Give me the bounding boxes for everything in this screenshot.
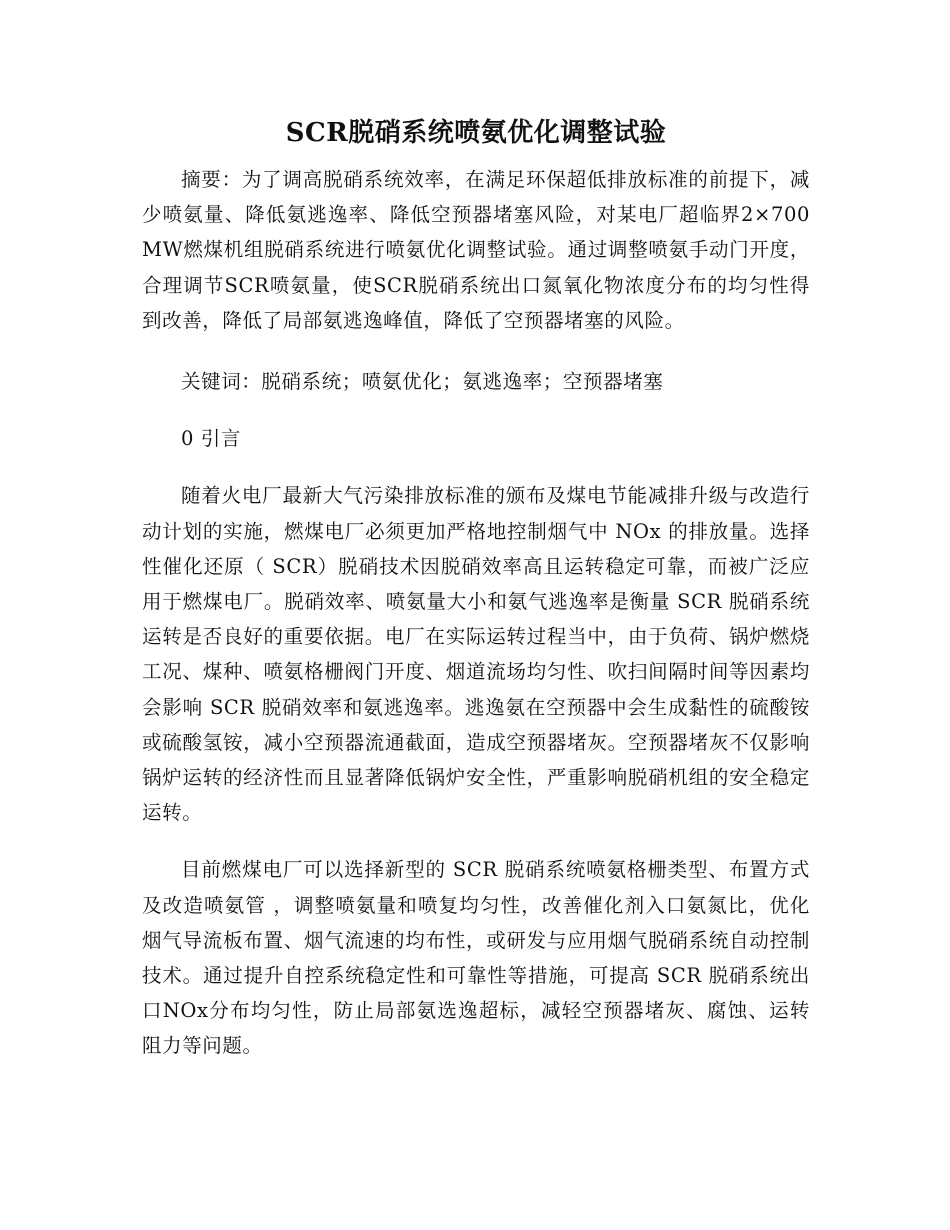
body-paragraph-1: 随着火电厂最新大气污染排放标准的颁布及煤电节能减排升级与改造行动计划的实施，燃煤电厂必须更加严格地控制烟气中 NOx 的排放量。选择性催化还原（ SCR）脱硝技术因脱硝效率高且运转稳定可靠，而被广泛应用于燃煤电厂。脱硝效率、喷氨量大小和氨气逃逸率是衡量 SCR 脱硝系统运转是否良好的重要依据。电厂在实际运转过程当中，由于负荷、锅炉燃烧工况、煤种、喷氨格栅阀门开度、烟道流场均匀性、吹扫间隔时间等因素均会影响 SCR 脱硝效率和氨逃逸率。逃逸氨在空预器中会生成黏性的硫酸铵或硫酸氢铵，减小空预器流通截面，造成空预器堵灰。空预器堵灰不仅影响锅炉运转的经济性而且显著降低锅炉安全性，严重影响脱硝机组的安全稳定运转。 [142, 484, 810, 825]
body-paragraph-2: 目前燃煤电厂可以选择新型的 SCR 脱硝系统喷氨格栅类型、布置方式及改造喷氨管 ，调整喷氨量和喷复均匀性，改善催化剂入口氨氮比，优化烟气导流板布置、烟气流速的均布性，或研发与应用烟气脱硝系统自动控制技术。通过提升自控系统稳定性和可靠性等措施，可提高 SCR 脱硝系统出口NOx分布均匀性，防止局部氨选逸超标，减轻空预器堵灰、腐蚀、运转阻力等问题。 [142, 858, 810, 1058]
section-heading: 0 引言 [181, 427, 242, 451]
document-page [142, 112, 810, 1064]
keywords-line: 关键词：脱硝系统；喷氨优化；氨逃逸率；空预器堵塞 [181, 370, 664, 394]
abstract-paragraph: 摘要：为了调高脱硝系统效率，在满足环保超低排放标准的前提下，减少喷氨量、降低氨逃逸率、降低空预器堵塞风险，对某电厂超临界2×700 MW燃煤机组脱硝系统进行喷氨优化调整试验。通过调整喷氨手动门开度，合理调节SCR喷氨量，使SCR脱硝系统出口氮氧化物浓度分布的均匀性得到改善，降低了局部氨逃逸峰值，降低了空预器堵塞的风险。 [142, 168, 810, 332]
document-title: SCR脱硝系统喷氨优化调整试验 [285, 118, 667, 148]
